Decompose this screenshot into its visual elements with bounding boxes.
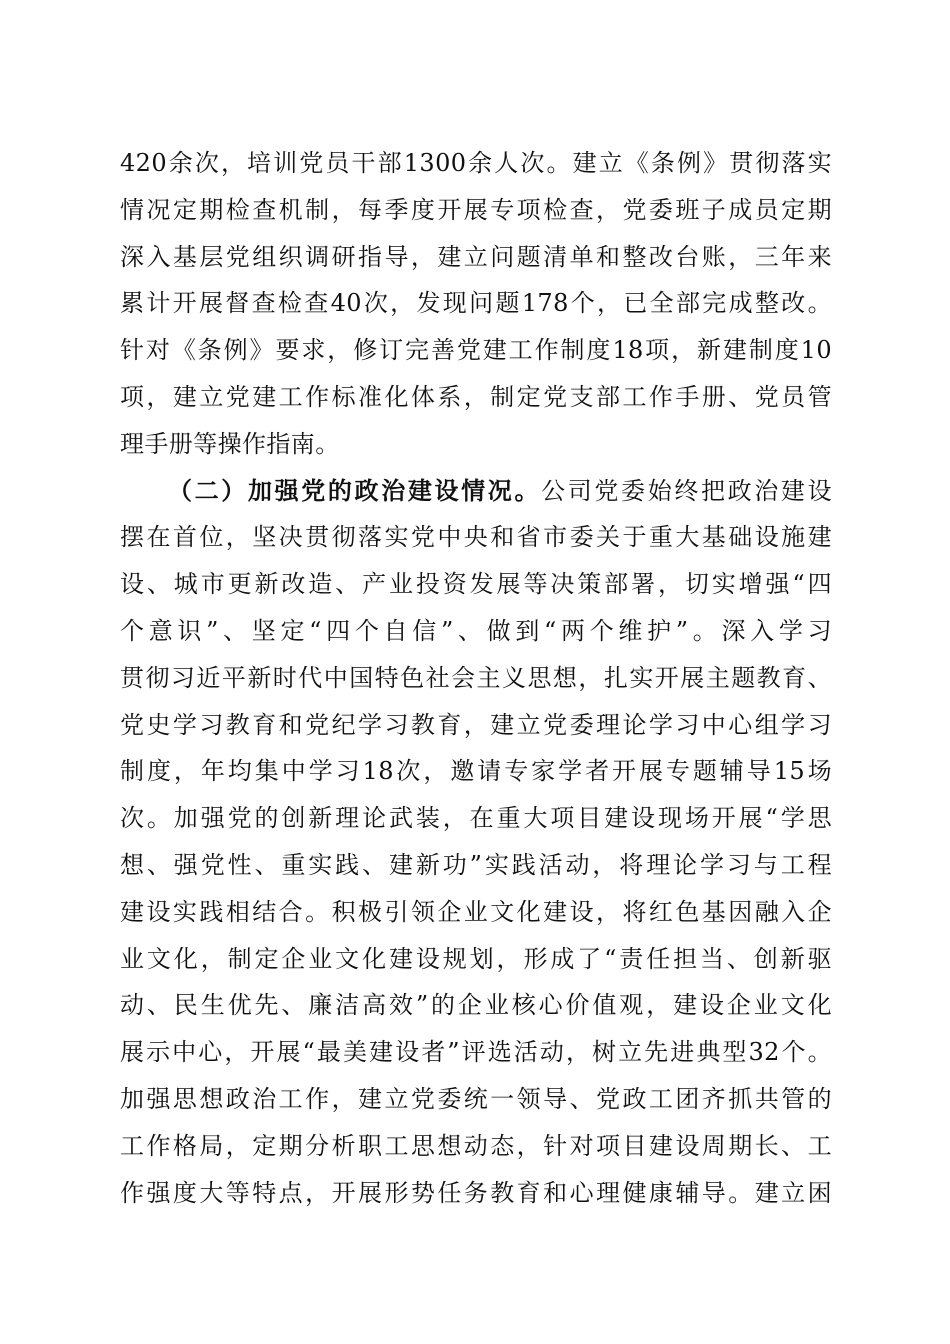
text-line: 业文化，制定企业文化建设规划，形成了“责任担当、创新驱 — [120, 944, 832, 973]
paragraph-2 — [120, 468, 832, 1217]
text-line: 展示中心，开展“最美建设者”评选活动，树立先进典型32个。 — [120, 1038, 832, 1067]
text-line: 累计开展督查检查40次，发现问题178个，已全部完成整改。 — [120, 289, 832, 318]
text-line: 摆在首位，坚决贯彻落实党中央和省市委关于重大基础设施建 — [120, 523, 832, 552]
text-line: 项，建立党建工作标准化体系，制定党支部工作手册、党员管 — [120, 382, 832, 411]
text-line: 加强思想政治工作，建立党委统一领导、党政工团齐抓共管的 — [120, 1084, 832, 1113]
text-line: 建设实践相结合。积极引领企业文化建设，将红色基因融入企 — [120, 897, 832, 926]
text-line: 次。加强党的创新理论武装，在重大项目建设现场开展“学思 — [120, 804, 832, 833]
paragraph-first-line — [120, 468, 832, 515]
text-line: 420余次，培训党员干部1300余人次。建立《条例》贯彻落实 — [120, 149, 832, 177]
text-line: 针对《条例》要求，修订完善党建工作制度18项，新建制度10 — [120, 336, 832, 365]
section-heading: （二）加强党的政治建设情况。 — [168, 475, 542, 505]
body-text — [120, 140, 832, 1216]
text-line: 情况定期检查机制，每季度开展专项检查，党委班子成员定期 — [120, 195, 832, 224]
text-line: 作强度大等特点，开展形势任务教育和心理健康辅导。建立困 — [120, 1178, 832, 1207]
text-run: 公司党委始终把政治建设 — [541, 476, 832, 505]
text-line: 个意识”、坚定“四个自信”、做到“两个维护”。深入学习 — [120, 616, 832, 645]
text-line: 想、强党性、重实践、建新功”实践活动，将理论学习与工程 — [120, 850, 832, 879]
paragraph-1 — [120, 140, 832, 468]
text-line: 理手册等操作指南。 — [120, 429, 340, 458]
text-line: 深入基层党组织调研指导，建立问题清单和整改台账，三年来 — [120, 242, 832, 271]
text-line: 党史学习教育和党纪学习教育，建立党委理论学习中心组学习 — [120, 710, 832, 739]
text-line: 设、城市更新改造、产业投资发展等决策部署，切实增强“四 — [120, 570, 832, 599]
text-line: 制度，年均集中学习18次，邀请专家学者开展专题辅导15场 — [120, 757, 832, 786]
text-line: 贯彻习近平新时代中国特色社会主义思想，扎实开展主题教育、 — [120, 663, 832, 692]
text-line: 动、民生优先、廉洁高效”的企业核心价值观，建设企业文化 — [120, 991, 832, 1020]
text-line: 工作格局，定期分析职工思想动态，针对项目建设周期长、工 — [120, 1131, 832, 1160]
